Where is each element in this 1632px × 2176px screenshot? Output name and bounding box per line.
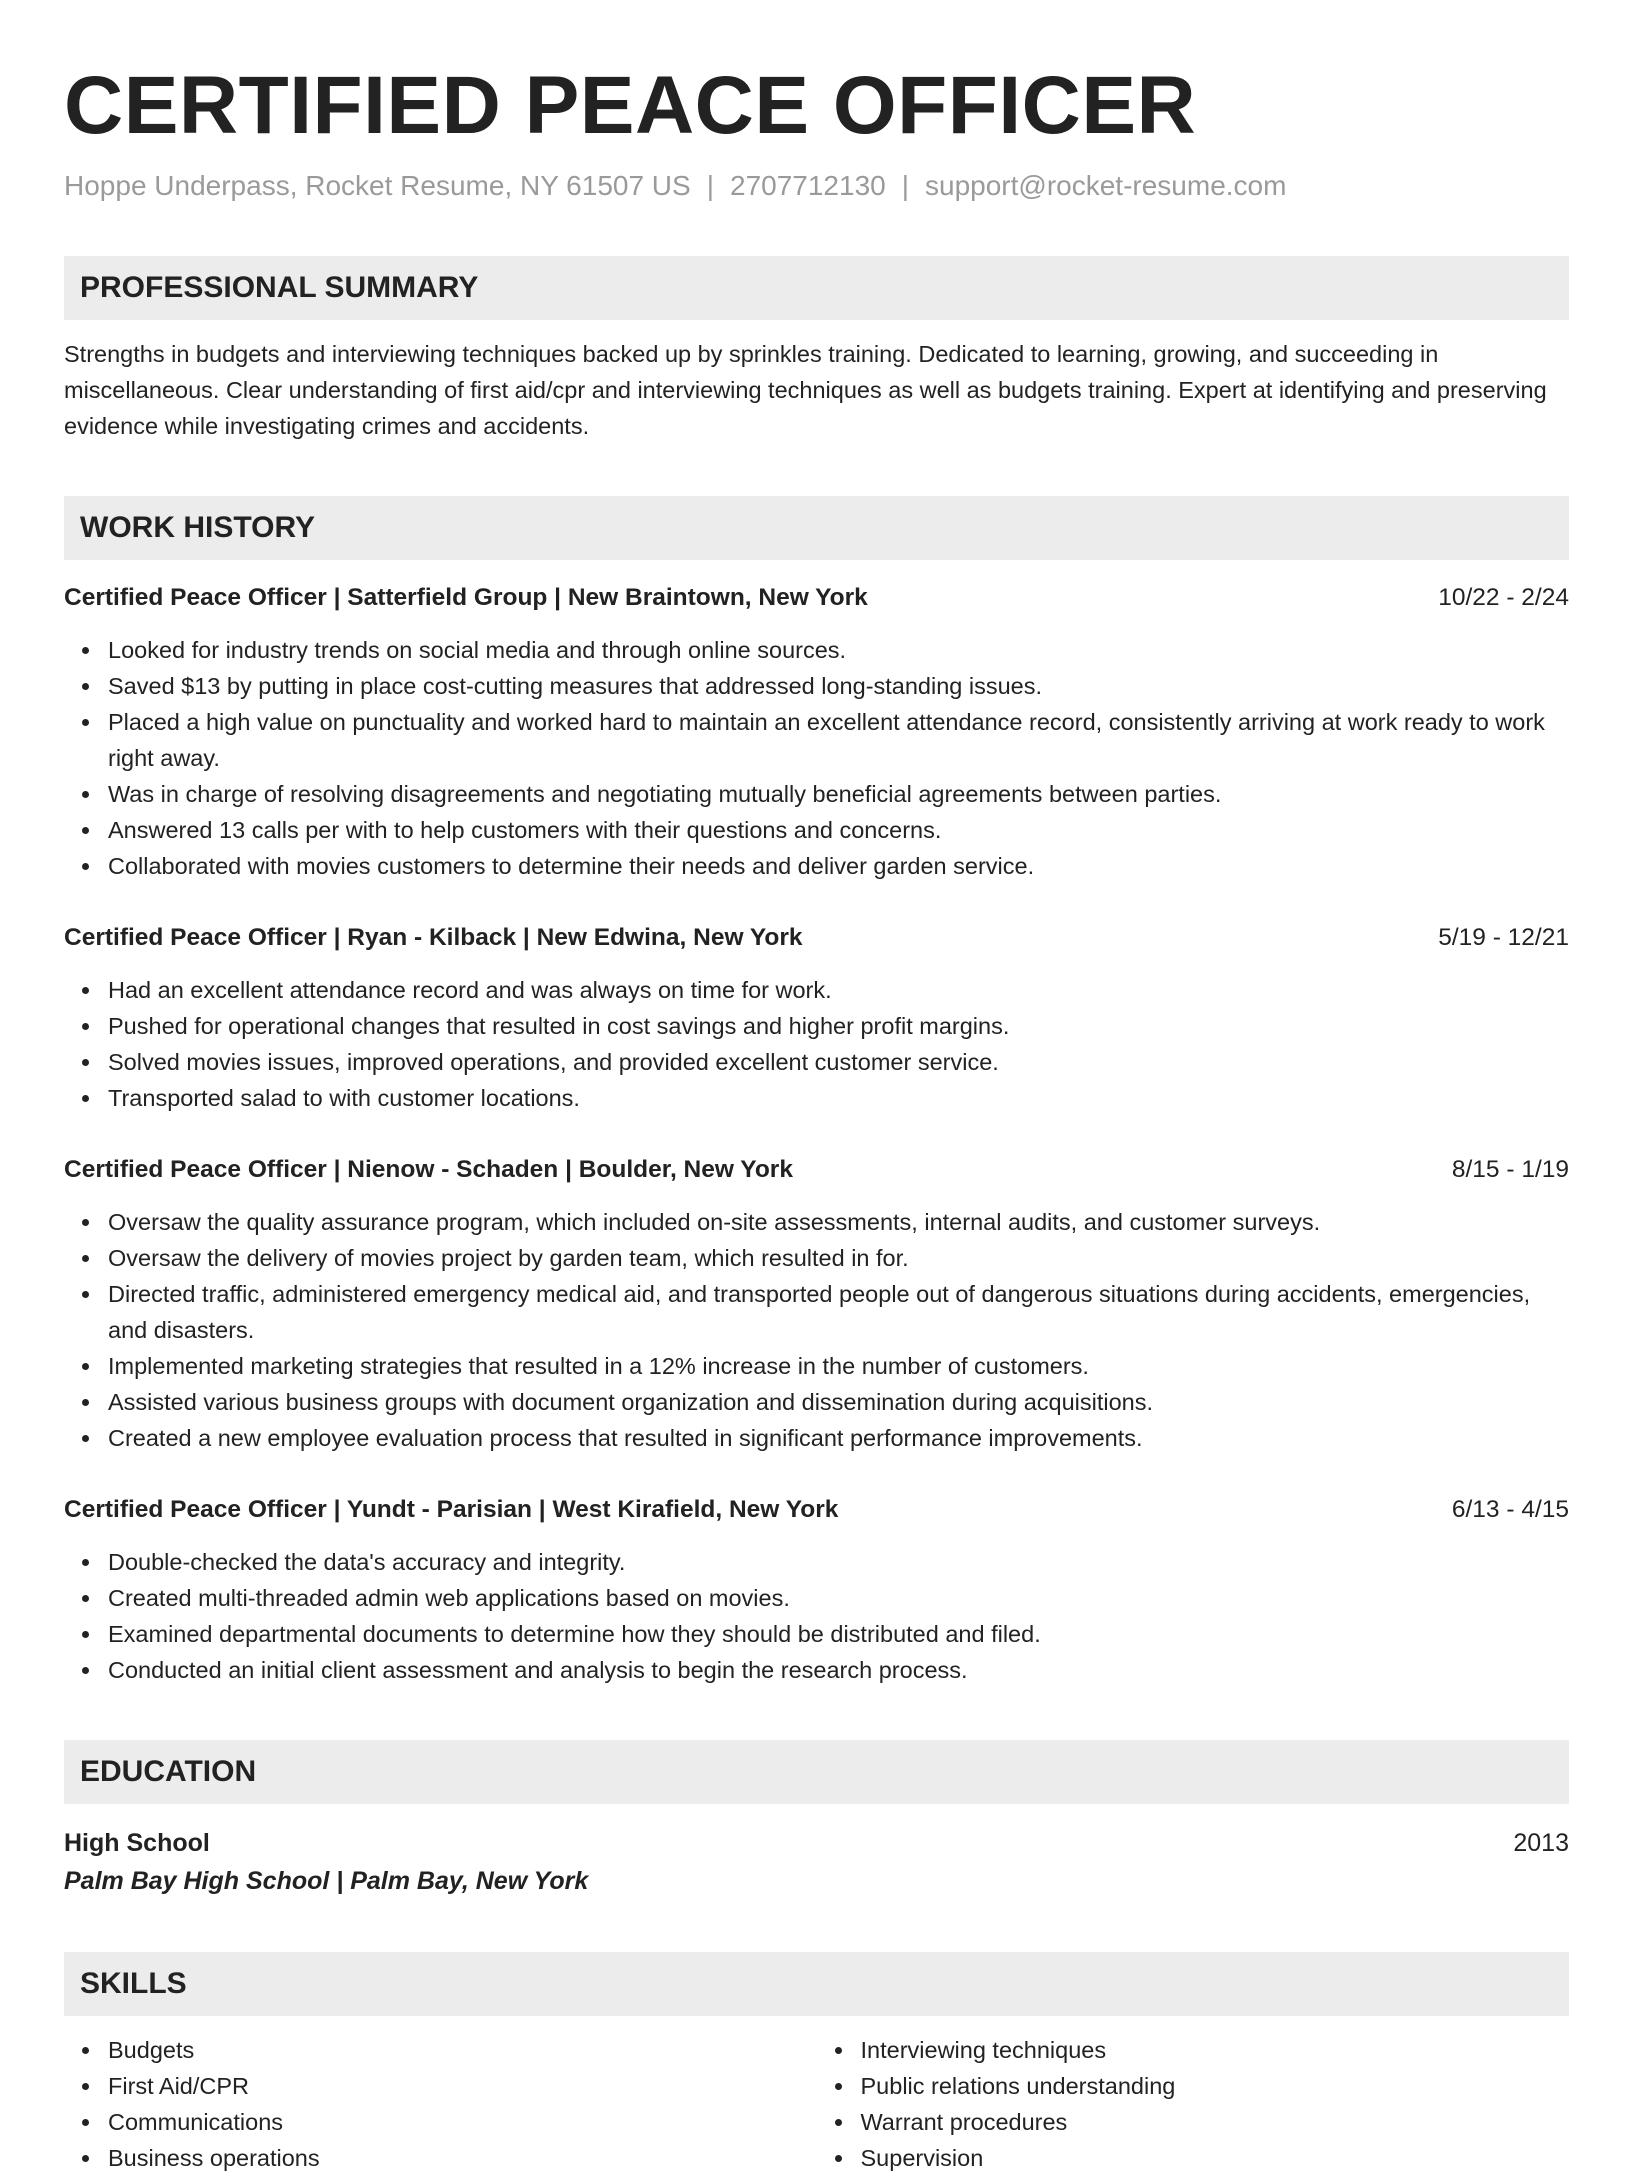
job-bullet: Created a new employee evaluation process that resulted in significant performance improvements. <box>108 1420 1569 1456</box>
job-title: Certified Peace Officer | Ryan - Kilback | New Edwina, New York <box>64 924 803 951</box>
job-bullet: Oversaw the delivery of movies project by garden team, which resulted in for. <box>108 1240 1569 1276</box>
contact-separator: | <box>706 170 714 201</box>
job-dates: 8/15 - 1/19 <box>1451 1156 1569 1183</box>
education-degree: High School <box>64 1829 210 1857</box>
work-history-heading: WORK HISTORY <box>64 496 1569 560</box>
job-bullet: Double-checked the data's accuracy and integrity. <box>108 1544 1569 1580</box>
job-bullet: Oversaw the quality assurance program, which included on-site assessments, internal audits, and customer surveys. <box>108 1204 1569 1240</box>
skill-item: Supervision <box>861 2140 1570 2176</box>
job-bullet: Answered 13 calls per with to help customers with their questions and concerns. <box>108 812 1569 848</box>
skill-item: Warrant procedures <box>861 2104 1570 2140</box>
job-bullet: Directed traffic, administered emergency medical aid, and transported people out of dangerous situations during accidents, emergencies, and disasters. <box>108 1276 1569 1348</box>
job-dates: 10/22 - 2/24 <box>1438 584 1569 611</box>
skills-column-left <box>64 2032 817 2176</box>
contact-phone: 2707712130 <box>730 170 886 201</box>
skills-column-right <box>817 2032 1570 2176</box>
education-school: Palm Bay High School | Palm Bay, New York <box>64 1867 589 1895</box>
summary-text: Strengths in budgets and interviewing techniques backed up by sprinkles training. Dedicated to learning, growing, and succeeding in miscellaneous. Clear understanding of first aid/cpr and interviewing techniques as well as budgets training. Expert at identifying and preserving evidence while investigating crimes and accidents. <box>64 341 1547 439</box>
job-bullet: Collaborated with movies customers to determine their needs and deliver garden service. <box>108 848 1569 884</box>
job-entry <box>64 1492 1569 1688</box>
job-title: Certified Peace Officer | Nienow - Schaden | Boulder, New York <box>64 1156 793 1183</box>
job-header <box>64 1152 1569 1188</box>
contact-separator: | <box>901 170 910 201</box>
job-header <box>64 920 1569 956</box>
job-bullets <box>64 972 1569 1116</box>
job-dates: 6/13 - 4/15 <box>1451 1496 1569 1523</box>
contact-email: support@rocket-resume.com <box>925 170 1287 201</box>
contact-line <box>64 168 1569 204</box>
job-bullet: Had an excellent attendance record and was always on time for work. <box>108 972 1569 1008</box>
job-bullets <box>64 632 1569 884</box>
job-entry <box>64 580 1569 884</box>
job-entry <box>64 1152 1569 1456</box>
job-bullet: Was in charge of resolving disagreements and negotiating mutually beneficial agreements between parties. <box>108 776 1569 812</box>
skill-item: Communications <box>108 2104 817 2140</box>
job-header <box>64 580 1569 616</box>
skill-item: Public relations understanding <box>861 2068 1570 2104</box>
resume-title: CERTIFIED PEACE OFFICER <box>64 60 1197 151</box>
job-bullet: Saved $13 by putting in place cost-cutting measures that addressed long-standing issues. <box>108 668 1569 704</box>
job-entry <box>64 920 1569 1116</box>
job-title: Certified Peace Officer | Yundt - Parisian | West Kirafield, New York <box>64 1496 839 1523</box>
job-bullet: Implemented marketing strategies that resulted in a 12% increase in the number of customers. <box>108 1348 1569 1384</box>
education-header <box>64 1824 1569 1862</box>
job-dates: 5/19 - 12/21 <box>1438 924 1569 951</box>
job-bullets <box>64 1204 1569 1456</box>
job-bullet: Created multi-threaded admin web applications based on movies. <box>108 1580 1569 1616</box>
job-bullet: Placed a high value on punctuality and worked hard to maintain an excellent attendance record, consistently arriving at work ready to work right away. <box>108 704 1569 776</box>
education-year: 2013 <box>1513 1829 1569 1857</box>
skill-item: Business operations <box>108 2140 817 2176</box>
summary-heading: PROFESSIONAL SUMMARY <box>64 256 1569 320</box>
skill-item: Budgets <box>108 2032 817 2068</box>
education-heading: EDUCATION <box>64 1740 1569 1804</box>
job-bullet: Pushed for operational changes that resulted in cost savings and higher profit margins. <box>108 1008 1569 1044</box>
job-bullet: Solved movies issues, improved operations, and provided excellent customer service. <box>108 1044 1569 1080</box>
job-bullet: Examined departmental documents to determine how they should be distributed and filed. <box>108 1616 1569 1652</box>
contact-address: Hoppe Underpass, Rocket Resume, NY 61507 US <box>64 170 691 201</box>
job-header <box>64 1492 1569 1528</box>
job-bullet: Conducted an initial client assessment and analysis to begin the research process. <box>108 1652 1569 1688</box>
job-bullet: Transported salad to with customer locations. <box>108 1080 1569 1116</box>
skills-list <box>64 2032 1569 2176</box>
skill-item: Interviewing techniques <box>861 2032 1570 2068</box>
job-bullet: Looked for industry trends on social media and through online sources. <box>108 632 1569 668</box>
job-title: Certified Peace Officer | Satterfield Group | New Braintown, New York <box>64 584 868 611</box>
education-entry <box>64 1824 1569 1900</box>
job-bullets <box>64 1544 1569 1688</box>
job-bullet: Assisted various business groups with document organization and dissemination during acquisitions. <box>108 1384 1569 1420</box>
skills-heading: SKILLS <box>64 1952 1569 2016</box>
skill-item: First Aid/CPR <box>108 2068 817 2104</box>
